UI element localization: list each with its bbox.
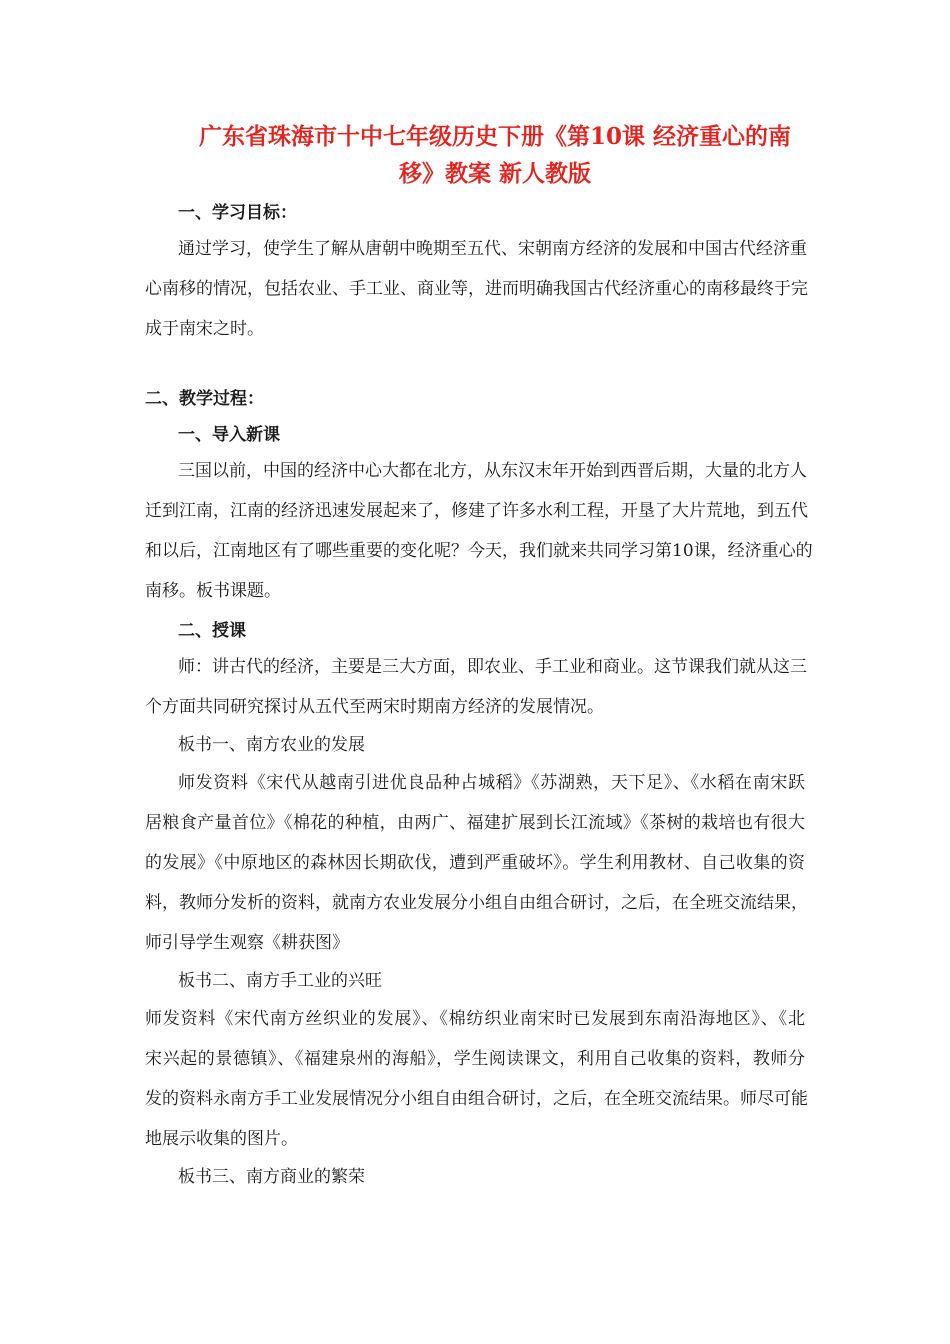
document-title-line-1: 广东省珠海市十中七年级历史下册《第10课 经济重心的南	[198, 123, 791, 150]
board2-text-line: 宋兴起的景德镇》、《福建泉州的海船》，学生阅读课文，利用自己收集的资料，教师分	[145, 1049, 805, 1069]
process-heading: 二、教学过程：	[145, 389, 264, 409]
intro-text-line: 三国以前，中国的经济中心大都在北方，从东汉末年开始到西晋后期，大量的北方人	[178, 461, 807, 481]
document-title-line-2: 移》教案 新人教版	[398, 160, 591, 187]
board2-text-line: 师发资料《宋代南方丝织业的发展》、《棉纺织业南宋时已发展到东南沿海地区》、《北	[145, 1009, 805, 1029]
goals-text-line: 成于南宋之时。	[145, 319, 264, 339]
board2-text-line: 地展示收集的图片。	[145, 1129, 298, 1149]
board-heading-2: 板书二、南方手工业的兴旺	[178, 971, 382, 991]
board1-text-line: 居粮食产量首位》《棉花的种植，由两广、福建扩展到长江流域》《茶树的栽培也有很大	[145, 813, 805, 833]
board-heading-3: 板书三、南方商业的繁荣	[178, 1167, 365, 1187]
board1-text-line: 师引导学生观察《耕获图》	[145, 933, 349, 953]
board1-text-line: 的发展》《中原地区的森林因长期砍伐，遭到严重破坏》。学生利用教材、自己收集的资	[145, 853, 805, 873]
intro-text-line: 迁到江南，江南的经济迅速发展起来了，修建了许多水利工程，开垦了大片荒地，到五代	[145, 501, 808, 521]
teach-text-line: 师：讲古代的经济，主要是三大方面，即农业、手工业和商业。这节课我们就从这三	[178, 657, 807, 677]
goals-text-line: 心南移的情况，包括农业、手工业、商业等，进而明确我国古代经济重心的南移最终于完	[145, 279, 808, 299]
teach-heading: 二、授课	[178, 621, 246, 641]
board1-text-line: 料，教师分发析的资料，就南方农业发展分小组自由组合研讨，之后，在全班交流结果，	[145, 893, 808, 913]
goals-heading: 一、学习目标：	[178, 203, 297, 223]
intro-text-line: 南移。板书课题。	[145, 581, 281, 601]
board2-text-line: 发的资料永南方手工业发展情况分小组自由组合研讨，之后，在全班交流结果。师尽可能	[145, 1089, 808, 1109]
intro-text-line: 和以后，江南地区有了哪些重要的变化呢？今天，我们就来共同学习第10课，经济重心的	[145, 541, 813, 561]
intro-heading: 一、导入新课	[178, 425, 280, 445]
board1-text-line: 师发资料《宋代从越南引进优良品种占城稻》《苏湖熟，天下足》、《水稻在南宋跃	[178, 773, 805, 793]
board-heading-1: 板书一、南方农业的发展	[178, 735, 365, 755]
teach-text-line: 个方面共同研究探讨从五代至两宋时期南方经济的发展情况。	[145, 697, 604, 717]
goals-text-line: 通过学习，使学生了解从唐朝中晚期至五代、宋朝南方经济的发展和中国古代经济重	[178, 239, 807, 259]
